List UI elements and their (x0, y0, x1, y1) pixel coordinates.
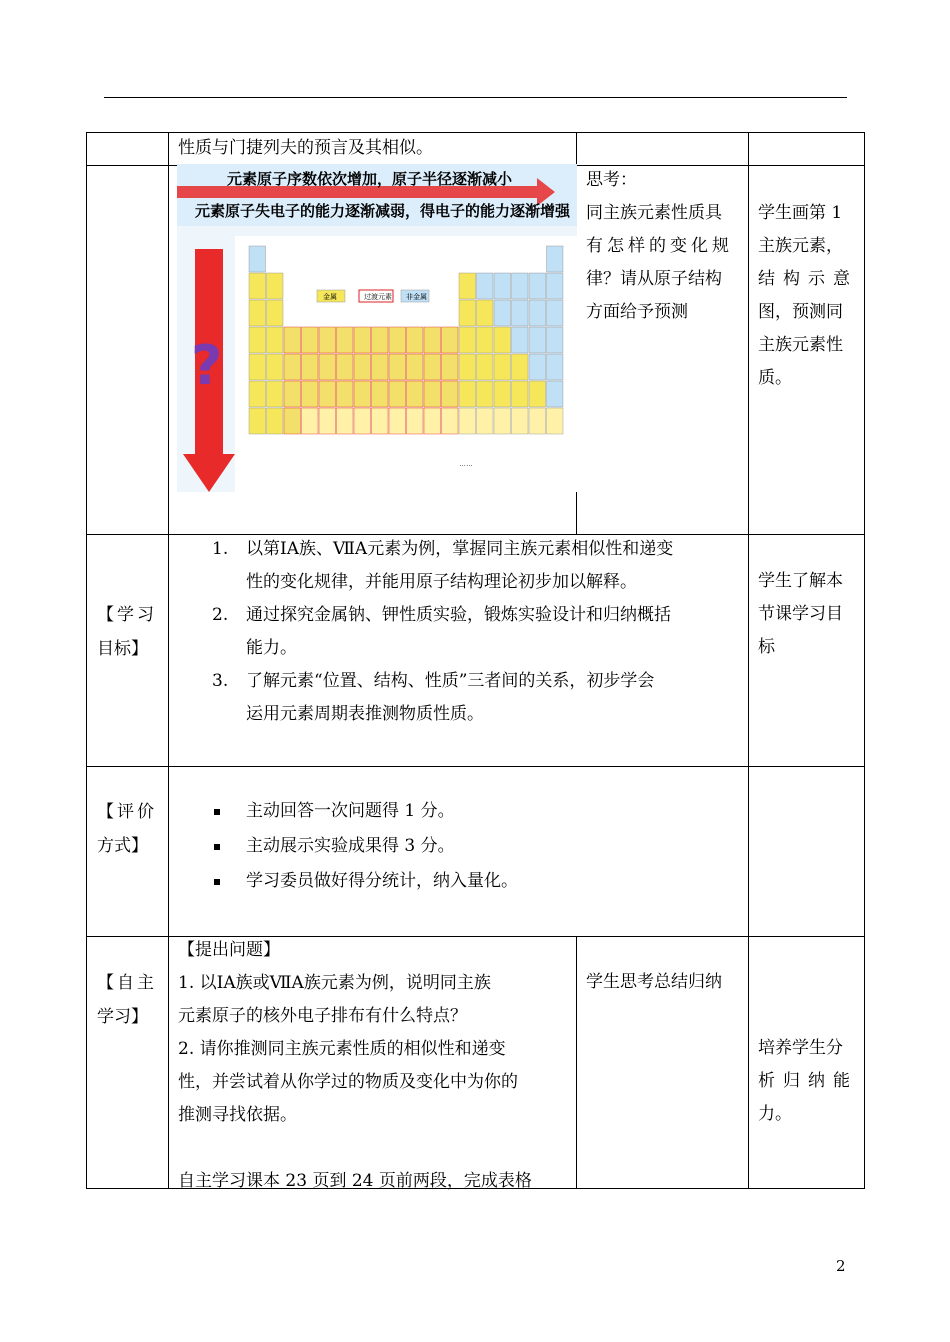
row0-text: 性质与门捷列夫的预言及其相似。 (178, 138, 433, 158)
row4-col4: 培养学生分 析归纳能 力。 (758, 1038, 858, 1124)
banner-line-1: 元素原子序数依次增加，原子半径逐渐减小 (227, 171, 513, 188)
label-evaluation: 【评价 方式】 (97, 802, 157, 856)
evaluation-list (176, 795, 746, 900)
list-item: 学习委员做好得分统计，纳入量化。 (176, 865, 746, 900)
question-mark: ? (191, 334, 223, 397)
label-self-study: 【自主 学习】 (97, 973, 157, 1027)
goal-item: 2. 通过探究金属钠、钾性质实验，锻炼实验设计和归纳概括 能力。 (212, 605, 671, 658)
page-number: 2 (836, 1257, 846, 1275)
row4-col3: 学生思考总结归纳 (586, 972, 722, 992)
think-title: 思考： (586, 170, 637, 190)
self-study-text: 【提出问题】 1. 以ⅠA族或ⅦA族元素为例，说明同主族 元素原子的核外电子排布有什么特点？ 2. 请你推测同主族元素性质的相似性和递变 性，并尝试着从你学过的物质及变化中为你的 推测寻找依据。 自主学习课本 23 页到 24 页前两段，完成表格 (178, 940, 532, 1191)
legend-nonmetal: 非金属 (406, 294, 427, 301)
row2-col4: 学生了解本 节课学习目 标 (758, 571, 843, 657)
header-rule (104, 97, 847, 98)
banner-line-2: 元素原子失电子的能力逐渐减弱，得电子的能力逐渐增强 (195, 203, 571, 220)
goal-item: 1. 以第ⅠA族、ⅦA元素为例，掌握同主族元素相似性和递变 性的变化规律，并能用原子结构理论初步加以解释。 (212, 539, 674, 592)
list-item: 主动展示实验成果得 3 分。 (176, 830, 746, 865)
legend-transition: 过渡元素 (364, 294, 392, 301)
think-text: 同主族元素性质具 有怎样的变化规 律？请从原子结构 方面给予预测 (586, 203, 733, 322)
goal-item: 3. 了解元素“位置、结构、性质”三者间的关系，初步学会 运用元素周期表推测物质性质。 (212, 671, 655, 724)
ellipsis: …… (459, 461, 473, 468)
legend-metal: 金属 (323, 294, 337, 301)
label-learning-goals: 【学习 目标】 (97, 605, 157, 659)
row1-col4: 学生画第 1 主族元素， 结构示意 图，预测同 主族元素性 质。 (758, 203, 858, 388)
periodic-table-figure (177, 164, 577, 492)
list-item: 主动回答一次问题得 1 分。 (176, 795, 746, 830)
goals-list (176, 533, 746, 731)
